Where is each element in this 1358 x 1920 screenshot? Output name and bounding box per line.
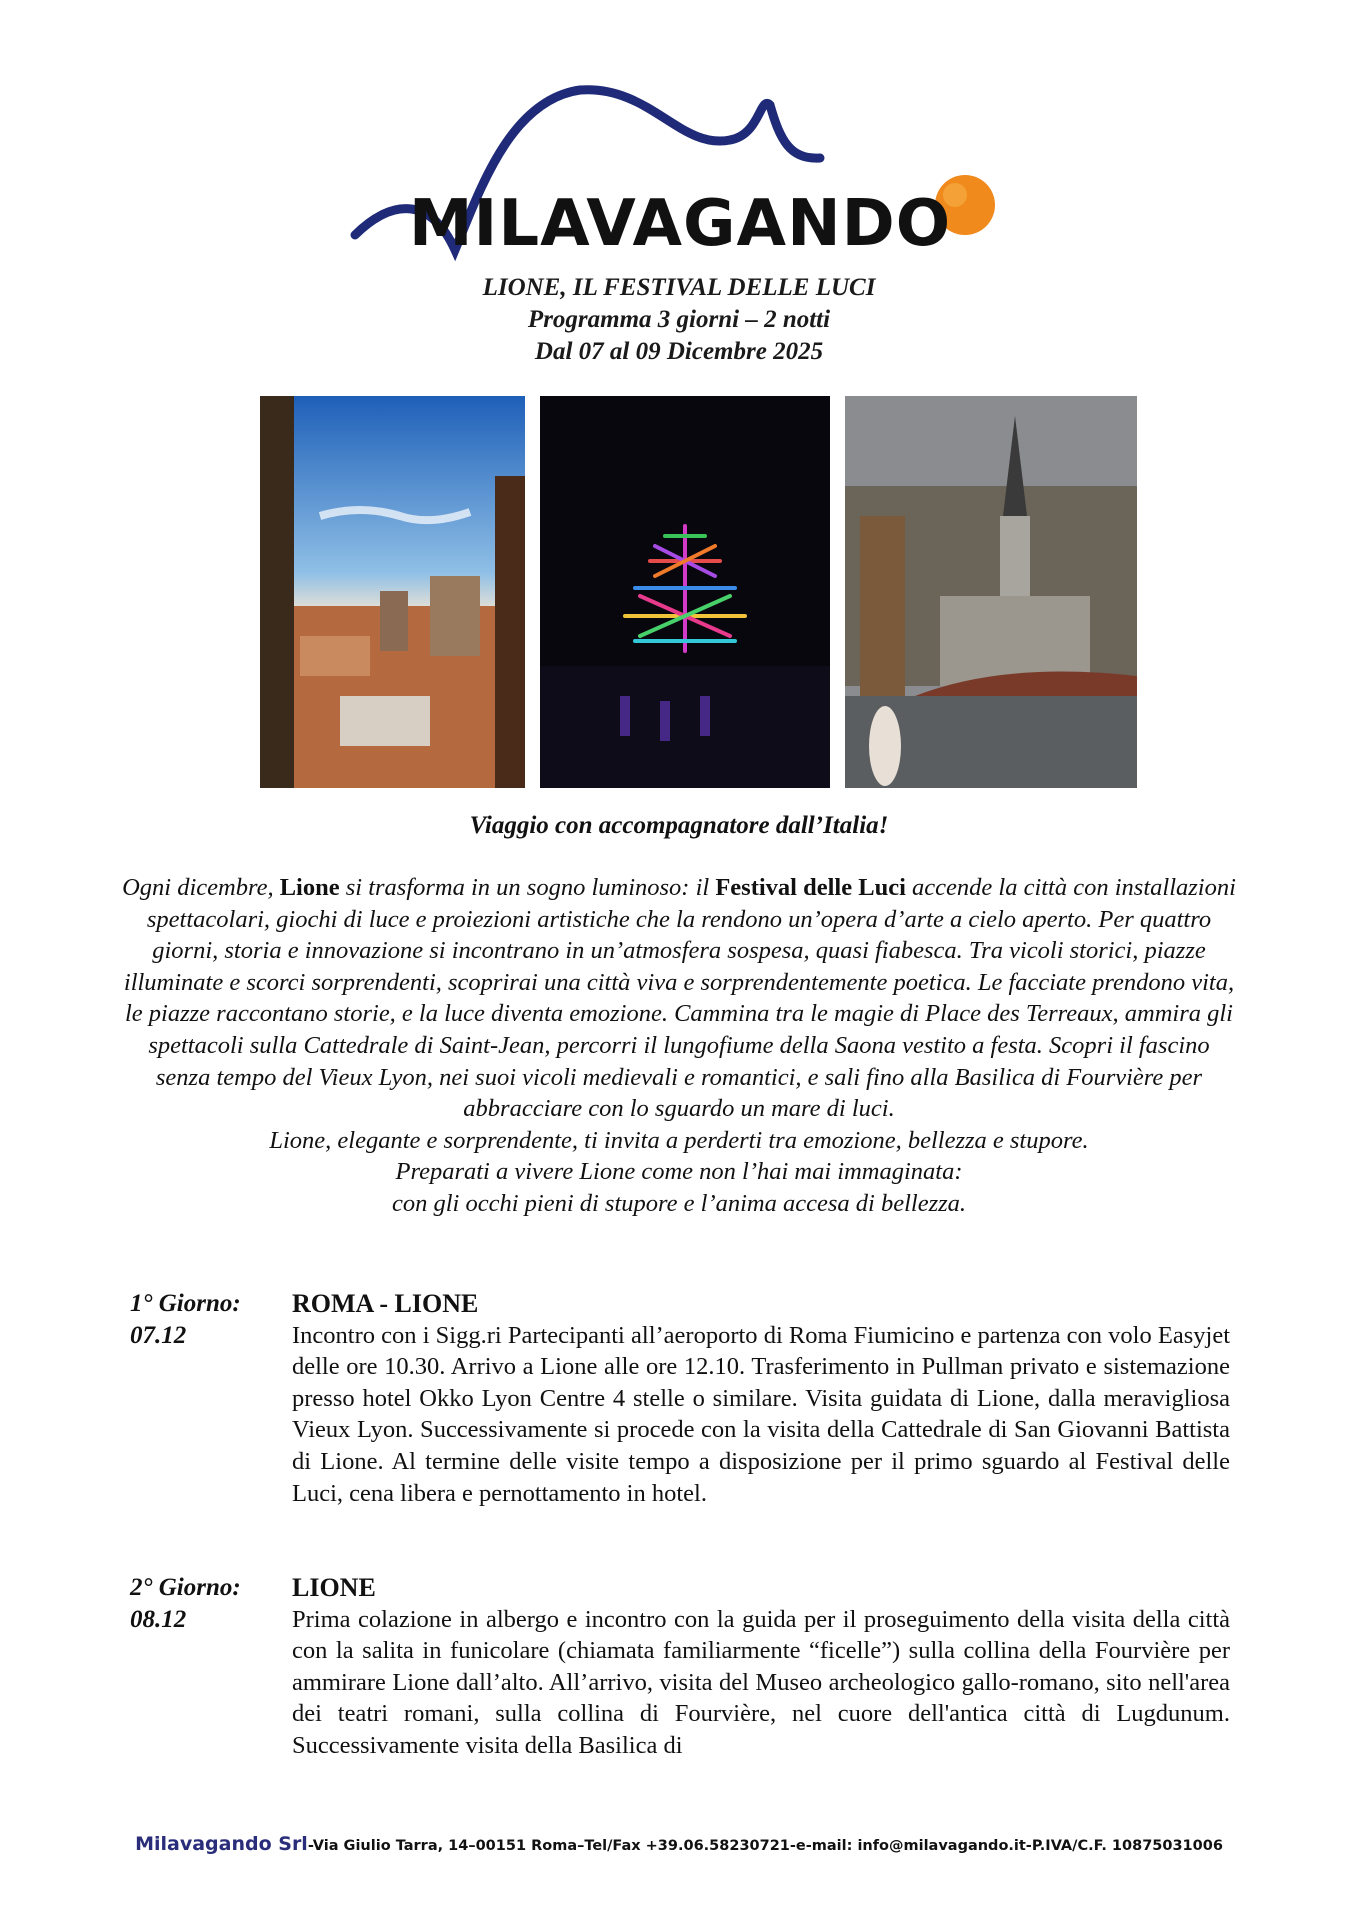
intro-festival-bold: Festival delle Luci — [715, 874, 906, 901]
intro-line-4: con gli occhi pieni di stupore e l’anima accesa di bellezza. — [391, 1189, 967, 1217]
intro-city-bold: Lione — [279, 874, 340, 901]
saint-georges-church-photo — [845, 396, 1137, 788]
intro-text — [120, 872, 1238, 1220]
lyon-rooftops-photo — [260, 396, 525, 788]
day-1-title: ROMA - LIONE — [292, 1289, 479, 1318]
tagline: Viaggio con accompagnatore dall’Italia! — [469, 812, 889, 839]
neon-tree-night-photo — [540, 396, 830, 788]
day-2-number: 2° Giorno: — [130, 1574, 241, 1601]
intro-line-2: Lione, elegante e sorprendente, ti invita a perderti tra emozione, bellezza e stupore. — [269, 1126, 1089, 1154]
day-2-label — [130, 1572, 280, 1635]
document-header — [0, 272, 1358, 368]
footer-contacts — [0, 1833, 1358, 1855]
day-2-title: LIONE — [292, 1573, 376, 1602]
intro-paragraph — [120, 872, 1238, 1125]
logo-brand-text: MILAVAGANDO — [408, 187, 952, 261]
intro-middle: si trasforma in un sogno luminoso: il — [339, 874, 716, 901]
day-2-date: 08.12 — [130, 1605, 187, 1633]
trip-title: LIONE, IL FESTIVAL DELLE LUCI — [482, 274, 876, 301]
day-2-text: Prima colazione in albergo e incontro con la guida per il proseguimento della visita della città con la salita in funicolare (chiamata familiarmente “ficelle”) sulla collina della Fourvière per ammirare Lione dall’alto. All’arrivo, visita del Museo archeologico gallo-romano, sito nell'area dei teatri romani, sulla collina di Fourvière, nel cuore dell'antica città di Lugdunum. Successivamente visita della Basilica di — [292, 1605, 1230, 1759]
sun-wave-logo-icon — [350, 80, 1010, 270]
footer-details: -Via Giulio Tarra, 14–00151 Roma–Tel/Fax +39.06.58230721-e-mail: info@milavagando.it-P.IVA/C.F. 10875031006 — [307, 1838, 1223, 1854]
intro-line-3: Preparati a vivere Lione come non l’hai mai immaginata: — [395, 1158, 963, 1186]
intro-start: Ogni dicembre, — [122, 874, 280, 901]
trip-dates: Dal 07 al 09 Dicembre 2025 — [534, 338, 824, 365]
day-1-number: 1° Giorno: — [130, 1290, 241, 1317]
footer-brand: Milavagando Srl — [135, 1833, 308, 1855]
program-length: Programma 3 giorni – 2 notti — [527, 306, 831, 333]
intro-rest: accende la città con installazioni spettacolari, giochi di luce e proiezioni artistiche che la rendono un’opera d’arte a cielo aperto. Per quattro giorni, storia e innovazione si incontrano in un’atmosfera sospesa, quasi fiabesca. Tra vicoli storici, piazze illuminate e scorci sorprendenti, scoprirai una città viva e sorprendentemente poetica. Le facciate prendono vita, le piazze raccontano storie, e la luce diventa emozione. Cammina tra le magie di Place des Terreaux, ammira gli spettacoli sulla Cattedrale di Saint-Jean, percorri il lungofiume della Saona vestito a festa. Scopri il fascino senza tempo del Vieux Lyon, nei suoi vicoli medievali e romantici, e sali fino alla Basilica di Fourvière per abbracciare con lo sguardo un mare di luci. — [123, 874, 1236, 1123]
day-1-text: Incontro con i Sigg.ri Partecipanti all’aeroporto di Roma Fiumicino e partenza con volo Easyjet delle ore 10.30. Arrivo a Lione alle ore 12.10. Trasferimento in Pullman privato e sistemazione presso hotel Okko Lyon Centre 4 stelle o similare. Visita guidata di Lione, dalla meravigliosa Vieux Lyon. Successivamente si procede con la visita della Cattedrale di San Giovanni Battista di Lione. Al termine delle visite tempo a disposizione per il primo sguardo al Festival delle Luci, cena libera e pernottamento in hotel. — [292, 1321, 1230, 1507]
day-1-date: 07.12 — [130, 1321, 187, 1349]
milavagando-logo — [350, 80, 1010, 270]
day-1-label — [130, 1288, 280, 1351]
